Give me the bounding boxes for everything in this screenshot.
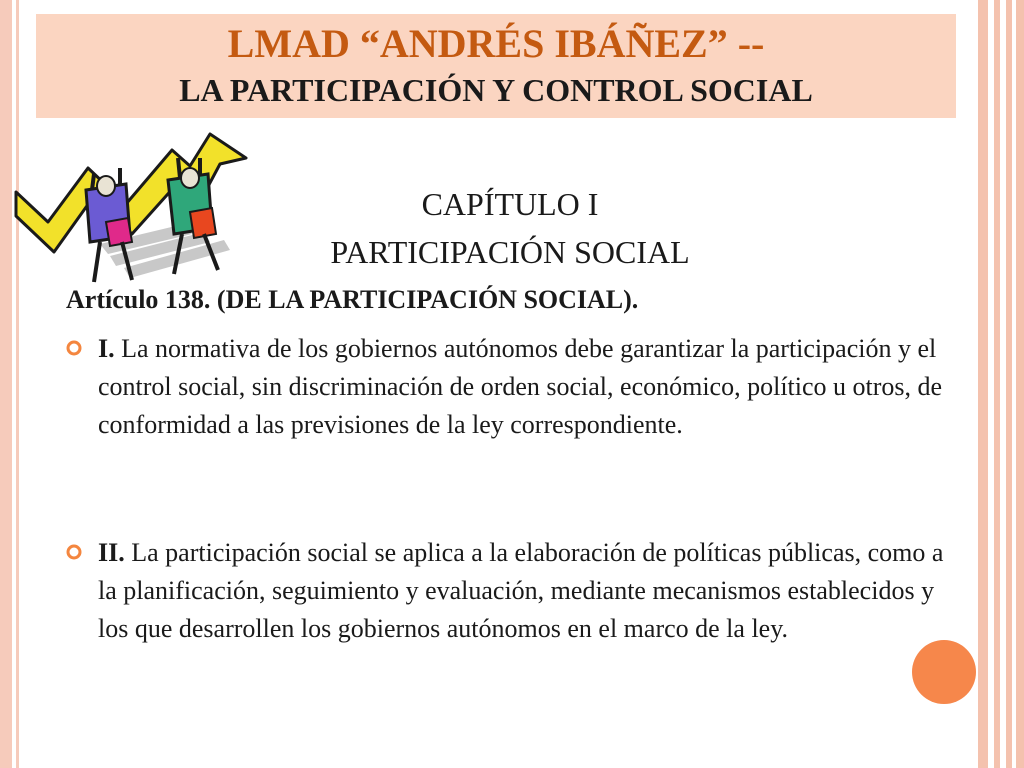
right-stripe: [1006, 0, 1012, 768]
left-frame-line-inner: [16, 0, 19, 768]
item-text: La participación social se aplica a la elaboración de políticas públicas, como a la planificación, seguimiento y evaluación, mediante mecanismos establecidos y los que desarrollen los gobiernos autónomos en el marco de la ley.: [98, 538, 944, 643]
people-lifting-arrow-clipart: [14, 124, 250, 284]
circle-bullet-icon: [66, 340, 82, 356]
list-item: [98, 330, 968, 444]
slide-subtitle: LA PARTICIPACIÓN Y CONTROL SOCIAL: [179, 72, 813, 108]
right-stripe: [978, 0, 988, 768]
person-blue: [86, 168, 132, 282]
article-heading: Artículo 138. (DE LA PARTICIPACIÓN SOCIAL).: [66, 285, 639, 314]
slide-title: LMAD “ANDRÉS IBÁÑEZ” --: [227, 21, 765, 66]
chapter-heading: CAPÍTULO I: [421, 186, 599, 222]
decorative-circle: [912, 640, 976, 704]
item-number: II.: [98, 538, 125, 567]
item-number: I.: [98, 334, 115, 363]
right-stripe: [1016, 0, 1024, 768]
right-stripe: [994, 0, 1000, 768]
left-frame: [0, 0, 12, 768]
section-heading: PARTICIPACIÓN SOCIAL: [330, 234, 690, 270]
item-text: La normativa de los gobiernos autónomos debe garantizar la participación y el control social, sin discriminación de orden social, económico, político u otros, de conformidad a las previsiones de la ley correspondiente.: [98, 334, 943, 439]
circle-bullet-icon: [66, 544, 82, 560]
list-item: [98, 534, 968, 648]
